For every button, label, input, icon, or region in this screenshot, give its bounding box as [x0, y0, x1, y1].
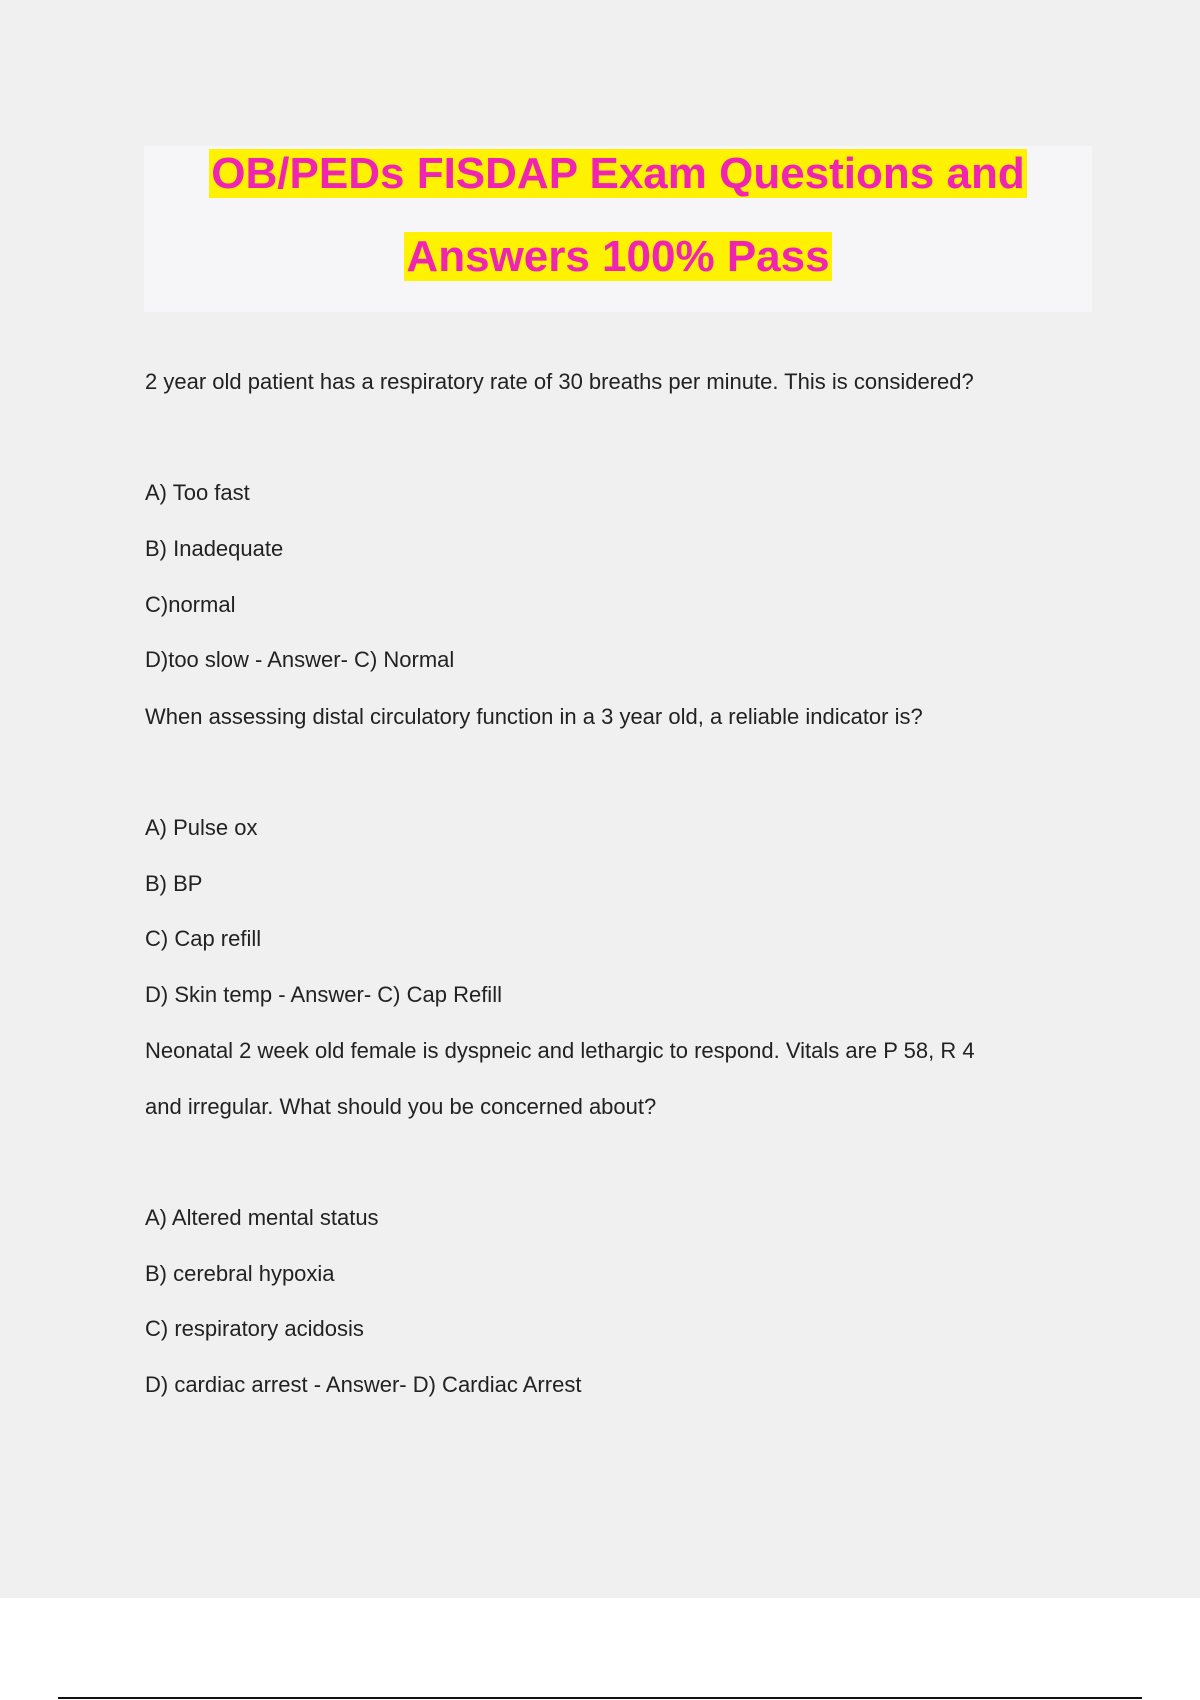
- question-2-option-b: B) BP: [145, 871, 203, 896]
- question-3-text-line-2: and irregular. What should you be concerned about?: [145, 1094, 657, 1119]
- question-1-option-a: A) Too fast: [145, 480, 250, 505]
- title-text-line-2: Answers 100% Pass: [406, 232, 830, 281]
- question-3-option-c: C) respiratory acidosis: [145, 1316, 364, 1341]
- document-title-line-1: [144, 146, 1092, 202]
- question-2-text: When assessing distal circulatory function in a 3 year old, a reliable indicator is?: [145, 704, 923, 729]
- question-2-option-a: A) Pulse ox: [145, 815, 258, 840]
- question-3-option-a: A) Altered mental status: [145, 1205, 379, 1230]
- title-text-line-1: OB/PEDs FISDAP Exam Questions and: [211, 149, 1025, 198]
- question-2-option-c: C) Cap refill: [145, 926, 262, 951]
- question-1-option-b: B) Inadequate: [145, 536, 284, 561]
- question-2-option-d-answer: D) Skin temp - Answer- C) Cap Refill: [145, 982, 502, 1007]
- question-1-text: 2 year old patient has a respiratory rate of 30 breaths per minute. This is considered?: [145, 369, 974, 394]
- question-1-option-d-answer: D)too slow - Answer- C) Normal: [145, 647, 455, 672]
- document-title-block: [144, 146, 1092, 312]
- question-3-option-d-answer: D) cardiac arrest - Answer- D) Cardiac Arrest: [145, 1372, 582, 1397]
- question-3-text-line-1: Neonatal 2 week old female is dyspneic and lethargic to respond. Vitals are P 58, R 4: [145, 1038, 975, 1063]
- document-title-line-2: [144, 229, 1092, 285]
- question-1-option-c: C)normal: [145, 592, 236, 617]
- question-3-option-b: B) cerebral hypoxia: [145, 1261, 335, 1286]
- footer-divider: [58, 1697, 1142, 1699]
